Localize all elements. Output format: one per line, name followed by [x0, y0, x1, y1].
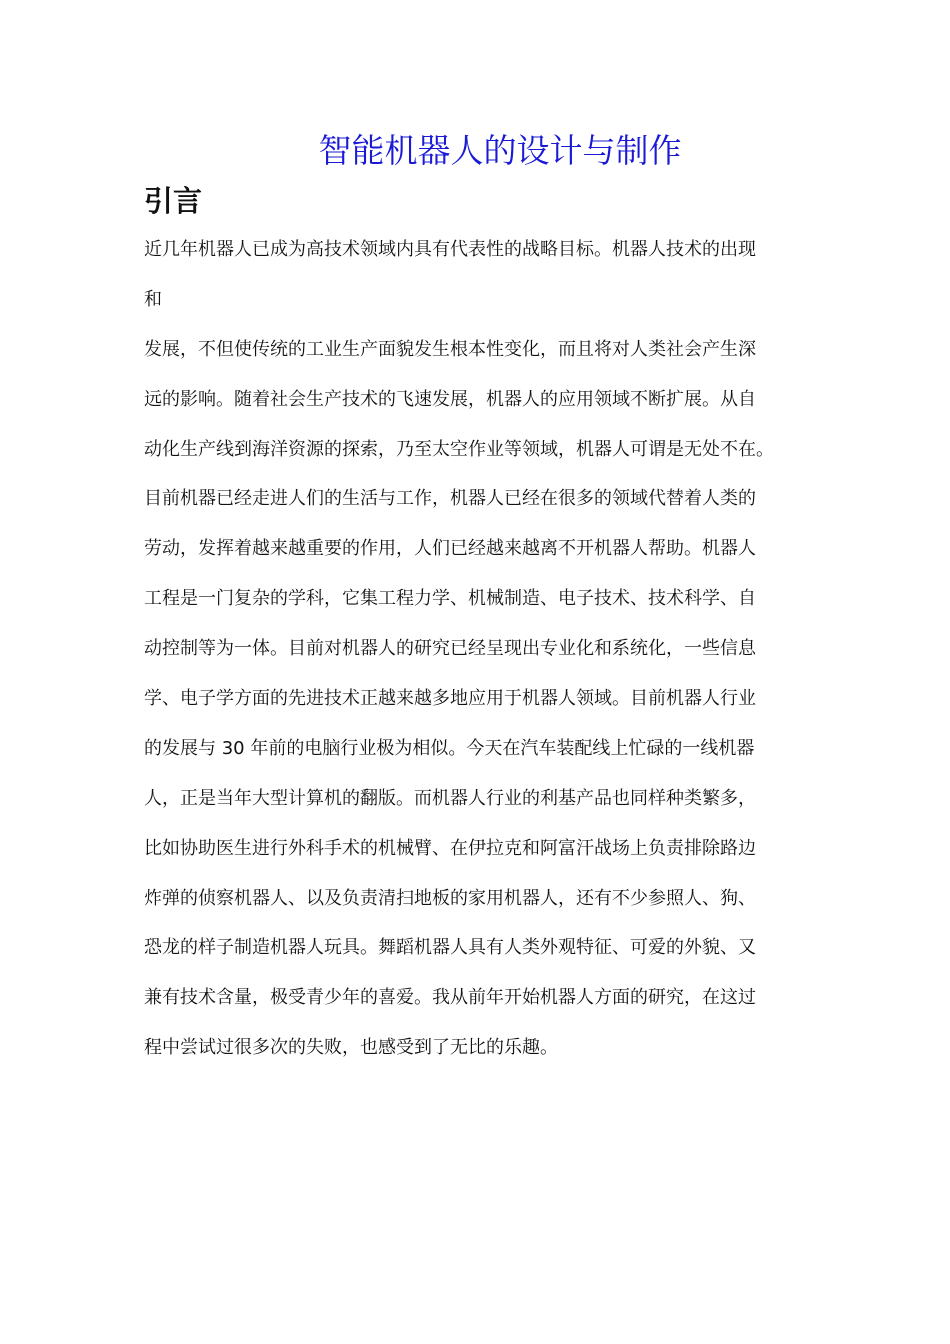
body-line: 学、电子学方面的先进技术正越来越多地应用于机器人领域。目前机器人行业: [144, 688, 756, 710]
body-line: 远的影响。随着社会生产技术的飞速发展，机器人的应用领域不断扩展。从自: [144, 388, 756, 410]
body-line: 比如协助医生进行外科手术的机械臂、在伊拉克和阿富汗战场上负责排除路边: [144, 837, 756, 859]
body-line: 人，正是当年大型计算机的翻版。而机器人行业的利基产品也同样种类繁多，: [144, 787, 756, 809]
body-paragraph: [144, 228, 834, 1076]
body-line: 恐龙的样子制造机器人玩具。舞蹈机器人具有人类外观特征、可爱的外貌、又: [144, 937, 756, 959]
body-line: 动控制等为一体。目前对机器人的研究已经呈现出专业化和系统化，一些信息: [144, 638, 756, 660]
body-line: 和: [144, 288, 162, 310]
document-title: 智能机器人的设计与制作: [318, 131, 682, 170]
body-line: 的发展与 30 年前的电脑行业极为相似。今天在汽车装配线上忙碌的一线机器: [144, 737, 755, 759]
body-line: 兼有技术含量，极受青少年的喜爱。我从前年开始机器人方面的研究，在这过: [144, 987, 756, 1009]
body-line: 目前机器已经走进人们的生活与工作，机器人已经在很多的领域代替着人类的: [144, 488, 756, 510]
section-heading-introduction: 引言: [144, 184, 203, 218]
body-line: 程中尝试过很多次的失败，也感受到了无比的乐趣。: [144, 1037, 558, 1059]
body-line: 劳动，发挥着越来越重要的作用，人们已经越来越离不开机器人帮助。机器人: [144, 538, 756, 560]
body-line: 炸弹的侦察机器人、以及负责清扫地板的家用机器人，还有不少参照人、狗、: [144, 887, 756, 909]
body-line: 动化生产线到海洋资源的探索，乃至太空作业等领域，机器人可谓是无处不在。: [144, 438, 774, 460]
body-line: 发展，不但使传统的工业生产面貌发生根本性变化，而且将对人类社会产生深: [144, 338, 756, 360]
body-line: 工程是一门复杂的学科，它集工程力学、机械制造、电子技术、技术科学、自: [144, 588, 756, 610]
body-line: 近几年机器人已成为高技术领域内具有代表性的战略目标。机器人技术的出现: [144, 239, 756, 260]
